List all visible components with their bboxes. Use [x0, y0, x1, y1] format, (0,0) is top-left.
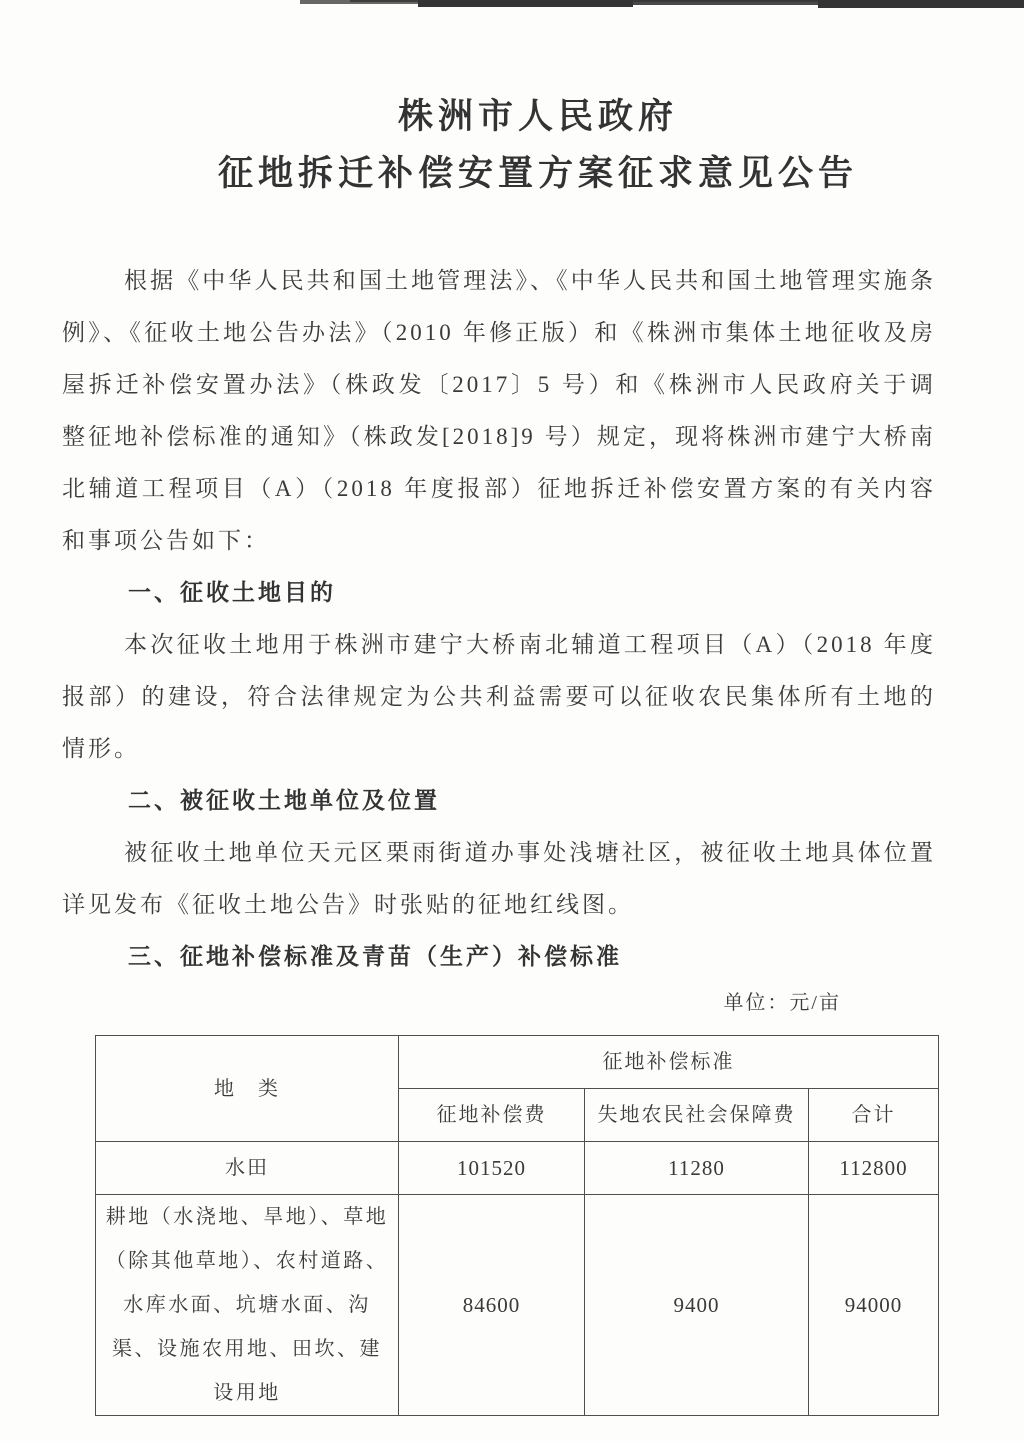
cell-land-type: 水田 [96, 1142, 399, 1195]
cell-social-security: 9400 [585, 1195, 809, 1416]
document-body [62, 255, 936, 1416]
intro-paragraph: 根据《中华人民共和国土地管理法》、《中华人民共和国土地管理实施条例》、《征收土地公告办法》（2010 年修正版）和《株洲市集体土地征收及房屋拆迁补偿安置办法》（株政发〔2017〕5 号）和《株洲市人民政府关于调整征地补偿标准的通知》（株政发[2018]9 号）规定，现将株洲市建宁大桥南北辅道工程项目（A）（2018 年度报部）征地拆迁补偿安置方案的有关内容和事项公告如下： [62, 268, 936, 553]
cell-compensation: 84600 [399, 1195, 585, 1416]
scan-artifact-strip [350, 0, 1024, 2]
section2-heading: 二、被征收土地单位及位置 [128, 788, 440, 813]
table-row-paddy-field [96, 1142, 939, 1195]
title-line-1: 株洲市人民政府 [397, 97, 678, 136]
title-line-2: 征地拆迁补偿安置方案征求意见公告 [217, 154, 858, 193]
header-land-type: 地 类 [96, 1036, 399, 1142]
section1-heading: 一、征收土地目的 [128, 580, 336, 605]
document-title [26, 88, 1024, 202]
cell-compensation: 101520 [399, 1142, 585, 1195]
header-compensation-fee: 征地补偿费 [399, 1089, 585, 1142]
section1-paragraph: 本次征收土地用于株洲市建宁大桥南北辅道工程项目（A）（2018 年度报部）的建设，符合法律规定为公共利益需要可以征收农民集体所有土地的情形。 [62, 632, 936, 761]
cell-total: 112800 [809, 1142, 939, 1195]
section2-paragraph: 被征收土地单位天元区栗雨街道办事处浅塘社区，被征收土地具体位置详见发布《征收土地公告》时张贴的征地红线图。 [62, 840, 936, 917]
cell-total: 94000 [809, 1195, 939, 1416]
compensation-table [95, 1035, 939, 1416]
cell-social-security: 11280 [585, 1142, 809, 1195]
table-row-other-land [96, 1195, 939, 1416]
header-total: 合计 [809, 1089, 939, 1142]
table-unit-note: 单位：元/亩 [723, 992, 841, 1014]
table-header-row-1 [96, 1036, 939, 1089]
cell-land-type: 耕地（水浇地、旱地）、草地（除其他草地）、农村道路、水库水面、坑塘水面、沟渠、设施农用地、田坎、建设用地 [96, 1195, 399, 1416]
section3-heading: 三、征地补偿标准及青苗（生产）补偿标准 [128, 944, 622, 969]
header-compensation-group: 征地补偿标准 [399, 1036, 939, 1089]
header-social-security: 失地农民社会保障费 [585, 1089, 809, 1142]
